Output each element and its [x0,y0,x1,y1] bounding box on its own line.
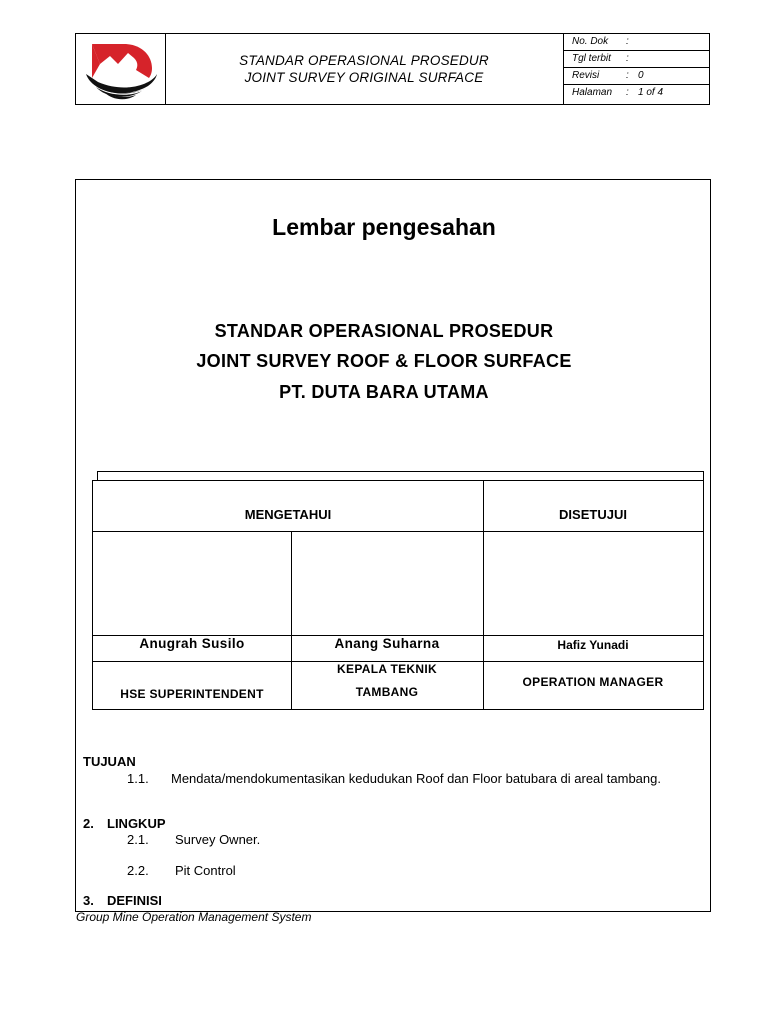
header-title-line1: STANDAR OPERASIONAL PROSEDUR [239,53,489,68]
signer-position-2a: KEPALA TEKNIK [337,662,437,676]
signer-position-2b: TAMBANG [355,685,419,699]
meta-row-revisi [564,68,709,85]
page-footer: Group Mine Operation Management System [76,910,312,924]
item-text: Mendata/mendokumentasikan kedudukan Roof dan Floor batubara di areal tambang. [171,771,661,786]
signer-position-1: HSE SUPERINTENDENT [120,687,264,701]
page-title: Lembar pengesahan [272,214,496,240]
item-number: 1.1. [127,771,149,786]
company-logo [76,34,165,104]
section-heading-lingkup: LINGKUP [107,816,166,831]
item-number: 2.2. [127,863,149,878]
section-number-lingkup: 2. [83,816,94,831]
meta-label: Tgl terbit [572,53,611,64]
table-divider [93,531,703,532]
section-heading-definisi: DEFINISI [107,893,162,908]
item-text: Survey Owner. [175,832,261,847]
meta-value: 0 [638,70,644,81]
meta-row-no-dok [564,34,709,51]
logo-cell [76,34,166,104]
col-header-mengetahui: MENGETAHUI [244,507,332,522]
table-outer-border [97,471,704,480]
meta-colon: : [626,53,629,64]
section-number-definisi: 3. [83,893,94,908]
meta-label: Halaman [572,87,613,98]
meta-row-tgl-terbit [564,51,709,68]
table-divider [291,531,292,709]
meta-row-halaman [564,85,709,102]
header-title-line2: JOINT SURVEY ORIGINAL SURFACE [244,70,484,85]
signer-name-2: Anang Suharna [334,636,440,651]
signer-name-1: Anugrah Susilo [139,636,245,651]
meta-colon: : [626,36,629,47]
meta-label: Revisi [572,70,600,81]
col-header-disetujui: DISETUJUI [559,507,627,522]
item-text: Pit Control [175,863,236,878]
header-title-cell [165,34,564,104]
item-number: 2.1. [127,832,149,847]
heading-line3: PT. DUTA BARA UTAMA [279,382,489,402]
meta-label: No. Dok [572,36,609,47]
section-heading-tujuan: TUJUAN [83,754,136,769]
signer-name-3: Hafiz Yunadi [557,638,629,652]
meta-colon: : [626,87,629,98]
meta-colon: : [626,70,629,81]
signer-position-3: OPERATION MANAGER [522,675,664,689]
meta-value: 1 of 4 [638,87,664,98]
signature-table [92,480,704,710]
document-header [75,33,710,105]
heading-line1: STANDAR OPERASIONAL PROSEDUR [214,321,554,341]
heading-line2: JOINT SURVEY ROOF & FLOOR SURFACE [196,351,572,371]
